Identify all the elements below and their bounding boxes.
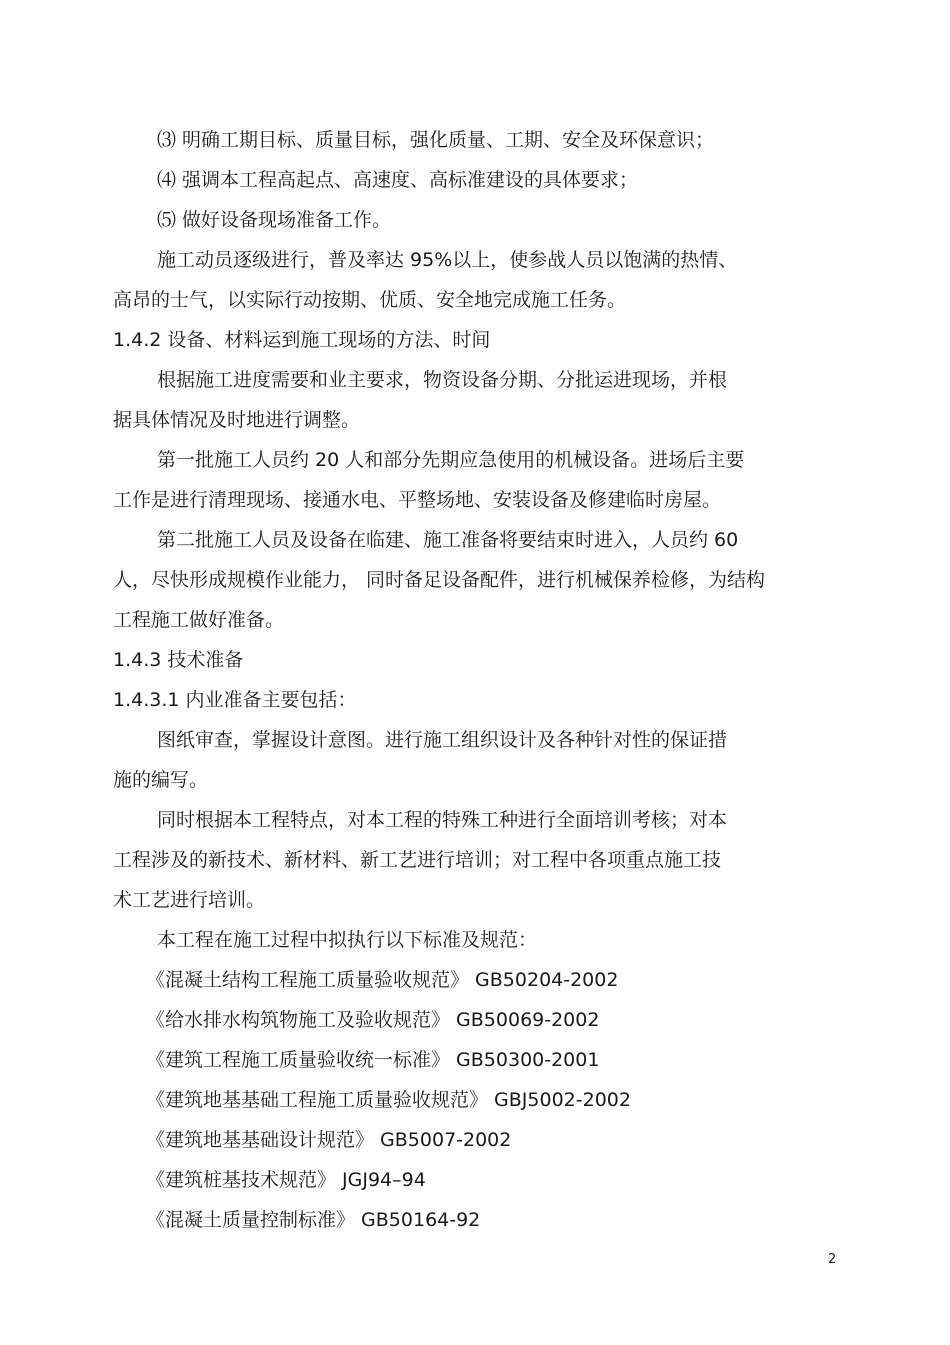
standard-item: 《建筑地基基础设计规范》 GB5007-2002 xyxy=(146,1129,512,1151)
paragraph-line: 术工艺进行培训。 xyxy=(113,889,266,911)
paragraph-line: 施的编写。 xyxy=(113,769,209,791)
paragraph-line: 施工动员逐级进行，普及率达 95%以上，使参战人员以饱满的热情、 xyxy=(157,249,738,271)
paragraph-line: 工作是进行清理现场、接通水电、平整场地、安装设备及修建临时房屋。 xyxy=(113,489,722,511)
section-heading-1-4-3: 1.4.3 技术准备 xyxy=(113,649,244,671)
list-item-4: ⑷ 强调本工程高起点、高速度、高标准建设的具体要求； xyxy=(157,169,639,191)
list-item-3: ⑶ 明确工期目标、质量目标，强化质量、工期、安全及环保意识； xyxy=(157,129,715,151)
standard-item: 《建筑地基基础工程施工质量验收规范》 GBJ5002-2002 xyxy=(146,1089,631,1111)
section-heading-1-4-2: 1.4.2 设备、材料运到施工现场的方法、时间 xyxy=(113,329,491,351)
paragraph-line: 人，尽快形成规模作业能力， 同时备足设备配件，进行机械保养检修，为结构 xyxy=(113,569,766,591)
page-number: 2 xyxy=(828,1252,837,1267)
paragraph-line: 图纸审查，掌握设计意图。进行施工组织设计及各种针对性的保证措 xyxy=(157,729,728,751)
paragraph-line: 高昂的士气，以实际行动按期、优质、安全地完成施工任务。 xyxy=(113,289,627,311)
list-item-5: ⑸ 做好设备现场准备工作。 xyxy=(157,209,392,231)
standard-item: 《建筑工程施工质量验收统一标准》 GB50300-2001 xyxy=(146,1049,600,1071)
paragraph-line: 第一批施工人员约 20 人和部分先期应急使用的机械设备。进场后主要 xyxy=(157,449,745,471)
paragraph-line: 本工程在施工过程中拟执行以下标准及规范： xyxy=(157,929,538,951)
standard-item: 《给水排水构筑物施工及验收规范》 GB50069-2002 xyxy=(146,1009,600,1031)
paragraph-line: 工程施工做好准备。 xyxy=(113,609,285,631)
standard-item: 《混凝土质量控制标准》 GB50164-92 xyxy=(146,1209,481,1231)
section-heading-1-4-3-1: 1.4.3.1 内业准备主要包括： xyxy=(113,689,357,711)
paragraph-line: 据具体情况及时地进行调整。 xyxy=(113,409,361,431)
paragraph-line: 同时根据本工程特点，对本工程的特殊工种进行全面培训考核；对本 xyxy=(157,809,728,831)
paragraph-line: 工程涉及的新技术、新材料、新工艺进行培训；对工程中各项重点施工技 xyxy=(113,849,722,871)
standard-item: 《建筑桩基技术规范》 JGJ94–94 xyxy=(146,1169,426,1191)
paragraph-line: 第二批施工人员及设备在临建、施工准备将要结束时进入，人员约 60 xyxy=(157,529,739,551)
paragraph-line: 根据施工进度需要和业主要求，物资设备分期、分批运进现场，并根 xyxy=(157,369,728,391)
standard-item: 《混凝土结构工程施工质量验收规范》 GB50204-2002 xyxy=(146,969,619,991)
